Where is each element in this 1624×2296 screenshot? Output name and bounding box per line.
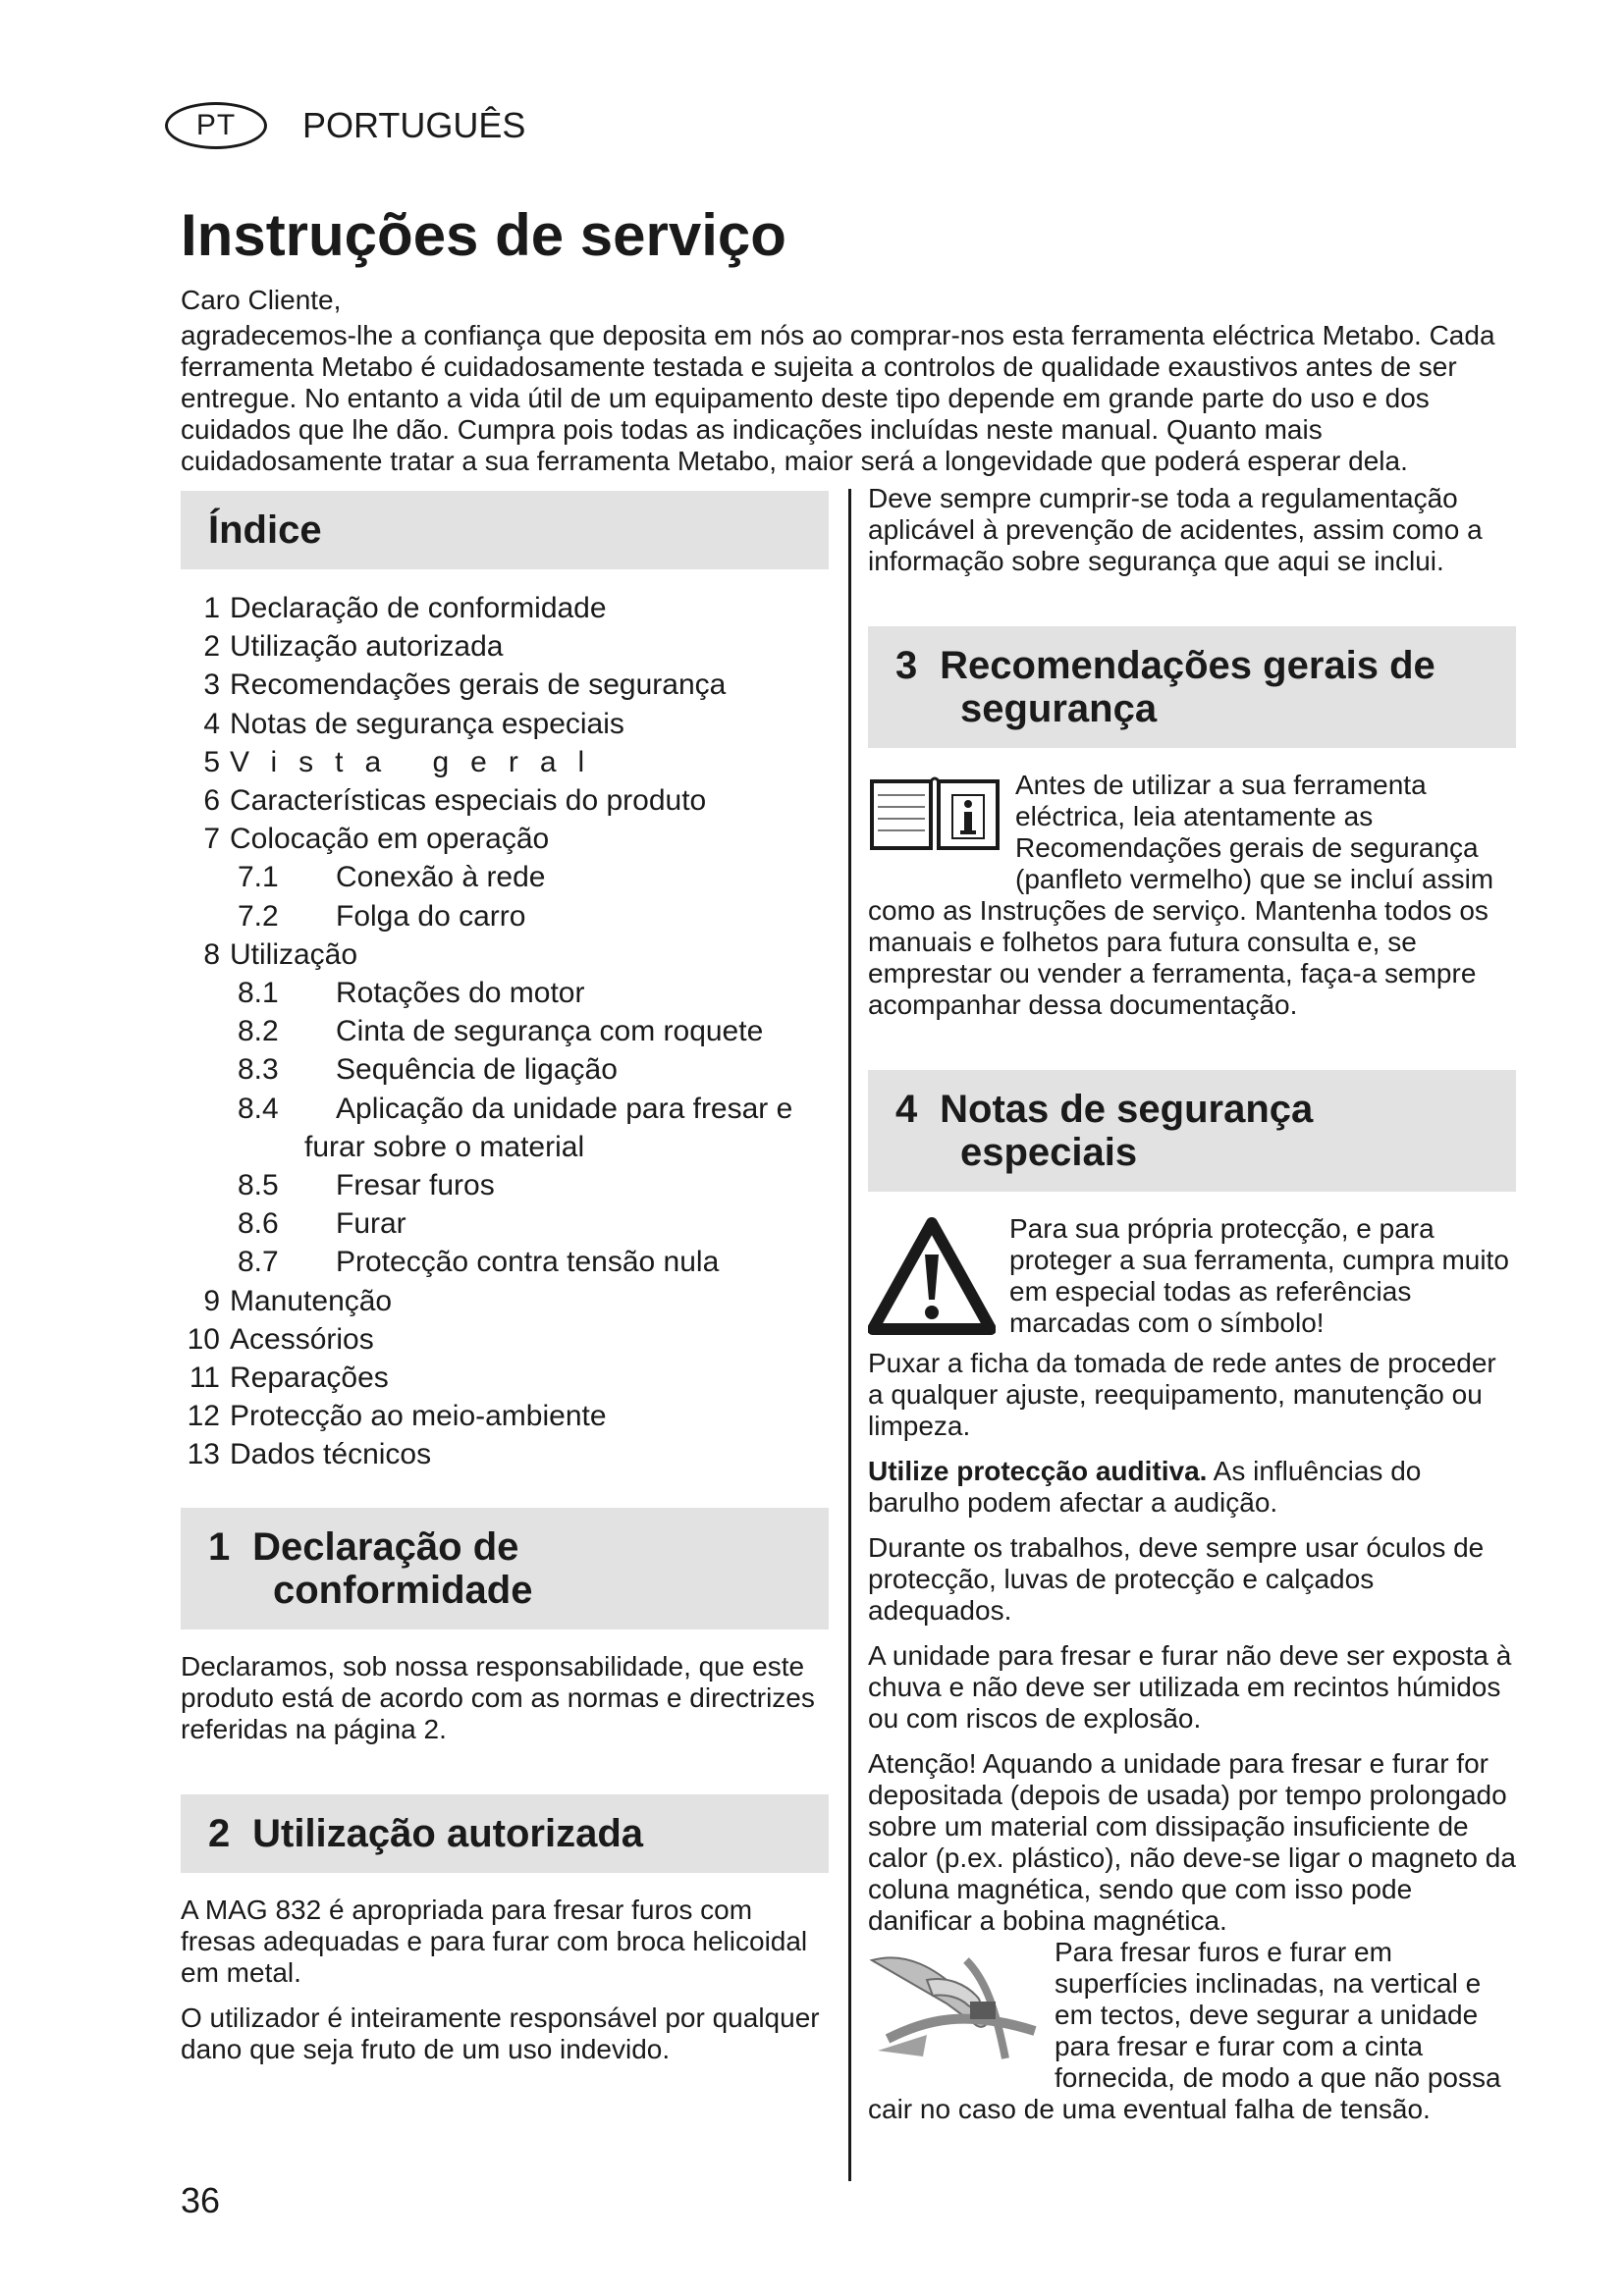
usage-paragraph: O utilizador é inteiramente responsável por qualquer dano que seja fruto de um uso indevido. (181, 2002, 820, 2064)
unplug-text: Puxar a ficha da tomada de rede antes de proceder a qualquer ajuste, reequipamento, manutenção ou limpeza. (868, 1348, 1496, 1441)
toc-num: 8.3 (238, 1053, 279, 1087)
toc-item[interactable] (181, 935, 829, 974)
intro (181, 285, 1496, 477)
regulation-text: Deve sempre cumprir-se toda a regulamentação aplicável à prevenção de acidentes, assim como a informação sobre segurança que aqui se inclui. (868, 483, 1483, 576)
section-1-heading (181, 1508, 829, 1629)
toc-num: 10 (187, 1322, 220, 1356)
toc-subitem[interactable] (181, 974, 829, 1012)
section-3-body (868, 770, 1516, 1021)
read-manual-book-icon (868, 774, 1001, 863)
toc-item[interactable] (181, 1320, 829, 1359)
section-4-body (868, 1213, 1516, 2125)
toc-text: Folga do carro (336, 899, 526, 933)
toc-item[interactable] (181, 627, 829, 666)
toc-text: Conexão à rede (336, 861, 546, 894)
page-number: 36 (181, 2180, 221, 2220)
toc-num: 13 (187, 1438, 220, 1471)
toc-num: 8.4 (238, 1092, 279, 1125)
toc-subitem[interactable] (181, 1090, 829, 1128)
intro-greeting: Caro Cliente, (181, 285, 342, 315)
toc-num: 6 (203, 784, 220, 818)
right-column (868, 483, 1516, 2125)
toc-num: 8.6 (238, 1207, 279, 1241)
attention-text: Atenção! Aquando a unidade para fresar e furar for depositada (depois de usada) por tempo prolongado sobre um material com dissipação insuficiente de calor (p.ex. plástico), não deve-se ligar o magneto da coluna magnética, sendo que com isso pode danificar a bobina magnética. (868, 1748, 1516, 1936)
toc-num: 12 (187, 1400, 220, 1433)
section-number: 3 (895, 644, 918, 687)
toc-subitem[interactable] (181, 1204, 829, 1243)
hearing-protection-text (868, 1456, 1516, 1519)
column-divider (848, 489, 851, 2181)
index-heading-text: Índice (208, 508, 322, 552)
toc-item[interactable] (181, 743, 829, 781)
toc-subitem[interactable] (181, 1166, 829, 1204)
left-column (181, 491, 829, 2065)
declaration-text: Declaramos, sob nossa responsabilidade, que este produto está de acordo com as normas e directrizes referidas na página 2. (181, 1650, 815, 1744)
section-title: Notas de segurança (940, 1088, 1314, 1131)
safety-recommendation-text: Antes de utilizar a sua ferramenta eléctrica, leia atentamente as Recomendações gerais de segurança (panfleto vermelho) que se incluí assim como as Instruções de serviço. Mantenha todos os manuais e folhetos para futura consulta e, se emprestar ou vender a ferramenta, faça-a sempre acompanhar dessa documentação. (868, 770, 1494, 1020)
toc-text: Reparações (230, 1362, 389, 1395)
toc-text: Fresar furos (336, 1169, 495, 1202)
section-number: 2 (208, 1811, 231, 1855)
section-title: Utilização autorizada (252, 1811, 643, 1855)
toc-text: Características especiais do produto (230, 784, 707, 818)
toc-text: Sequência de ligação (336, 1053, 618, 1087)
toc-text: Dados técnicos (230, 1438, 432, 1471)
toc-num: 5 (203, 745, 220, 778)
toc-item[interactable] (181, 705, 829, 743)
toc-num: 1 (203, 592, 220, 624)
toc-text: Declaração de conformidade (230, 592, 607, 624)
toc-text-continuation: furar sobre o material (304, 1130, 585, 1163)
toc-item[interactable] (181, 666, 829, 704)
toc-item[interactable] (181, 1397, 829, 1435)
intro-paragraph: agradecemos-lhe a confiança que deposita em nós ao comprar-nos esta ferramenta eléctrica Metabo. Cada ferramenta Metabo é cuidadosamente testada e sujeita a controlos de qualidade exaustivos antes de ser entregue. No entanto a vida útil de um equipamento deste tipo depende em grande parte do uso e dos cuidados que lhe dão. Cumpra pois todas as indicações incluídas neste manual. Quanto mais cuidadosamente tratar a sua ferramenta Metabo, maior será a longevidade que poderá esperar dela. (181, 320, 1495, 476)
hearing-protection-bold: Utilize protecção auditiva. (868, 1456, 1208, 1486)
table-of-contents (181, 589, 829, 1474)
toc-num: 11 (189, 1362, 220, 1395)
toc-text: Vista geral (230, 745, 607, 778)
language-code: PT (195, 109, 237, 141)
toc-subitem[interactable] (181, 897, 829, 935)
section-title-continuation: conformidade (273, 1568, 533, 1612)
toc-item[interactable] (181, 820, 829, 858)
warning-block (868, 1213, 1516, 1348)
safety-belt-block (868, 1937, 1516, 2125)
section-title: Recomendações gerais de (940, 644, 1435, 687)
toc-num: 7.2 (238, 899, 279, 933)
warning-triangle-icon (868, 1217, 996, 1342)
hand-with-belt-icon (868, 1941, 1041, 2071)
section-number: 1 (208, 1524, 231, 1569)
toc-text: Colocação em operação (230, 823, 550, 856)
section-3-heading (868, 626, 1516, 748)
toc-subitem[interactable] (181, 1050, 829, 1089)
section-title-continuation: especiais (960, 1131, 1138, 1174)
hearing-protection-rest: As influências do barulho podem afectar a audição. (868, 1456, 1422, 1518)
toc-num: 8.1 (238, 977, 279, 1010)
toc-text: Recomendações gerais de segurança (230, 668, 727, 702)
section-4-heading (868, 1070, 1516, 1192)
toc-text: Furar (336, 1207, 406, 1241)
usage-paragraph: A MAG 832 é apropriada para fresar furos com fresas adequadas e para furar com broca helicoidal em metal. (181, 1894, 808, 1988)
language-name: PORTUGUÊS (302, 105, 526, 145)
toc-num: 4 (203, 707, 220, 740)
toc-item[interactable] (181, 1282, 829, 1320)
toc-item[interactable] (181, 781, 829, 820)
toc-item[interactable] (181, 1435, 829, 1473)
section-2-heading (181, 1794, 829, 1873)
safety-belt-text: Para fresar furos e furar em superfícies inclinadas, na vertical e em tectos, deve segurar a unidade para fresar e furar com a cinta fornecida, de modo a que não possa cair no caso de uma eventual falha de tensão. (868, 1937, 1501, 2124)
toc-num: 9 (203, 1284, 220, 1317)
toc-item[interactable] (181, 589, 829, 627)
toc-num: 7.1 (238, 861, 279, 894)
toc-num: 7 (203, 823, 220, 856)
section-2-body (181, 1895, 829, 2065)
toc-num: 8.7 (238, 1246, 279, 1279)
section-number: 4 (895, 1088, 918, 1131)
toc-text: Acessórios (230, 1322, 374, 1356)
toc-text: Aplicação da unidade para fresar e (336, 1092, 793, 1125)
toc-subitem[interactable] (181, 1243, 829, 1281)
toc-text: Utilização (230, 937, 358, 971)
toc-num: 2 (203, 630, 220, 664)
toc-text: Notas de segurança especiais (230, 707, 624, 740)
protective-equipment-text: Durante os trabalhos, deve sempre usar óculos de protecção, luvas de protecção e calçados adequados. (868, 1532, 1485, 1626)
toc-num: 8 (203, 937, 220, 971)
toc-num: 3 (203, 668, 220, 702)
toc-item[interactable] (181, 1359, 829, 1397)
warning-text: Para sua própria protecção, e para proteger a sua ferramenta, cumpra muito em especial todas as referências marcadas com o símbolo! (1009, 1213, 1509, 1338)
toc-num: 8.5 (238, 1169, 279, 1202)
toc-text: Protecção contra tensão nula (336, 1246, 720, 1279)
right-intro (868, 483, 1516, 577)
toc-text: Utilização autorizada (230, 630, 504, 664)
index-heading (181, 491, 829, 569)
section-title-continuation: segurança (960, 687, 1158, 730)
page-title: Instruções de serviço (181, 202, 786, 268)
toc-subitem[interactable] (181, 1012, 829, 1050)
toc-num: 8.2 (238, 1015, 279, 1048)
toc-text: Cinta de segurança com roquete (336, 1015, 764, 1048)
toc-text: Rotações do motor (336, 977, 585, 1010)
section-title: Declaração de (252, 1524, 519, 1569)
language-badge (165, 102, 267, 149)
toc-subitem[interactable] (181, 858, 829, 896)
rain-humidity-text: A unidade para fresar e furar não deve ser exposta à chuva e não deve ser utilizada em recintos húmidos ou com riscos de explosão. (868, 1640, 1512, 1734)
toc-text: Manutenção (230, 1284, 393, 1317)
toc-text: Protecção ao meio-ambiente (230, 1400, 607, 1433)
section-1-body (181, 1651, 829, 1745)
